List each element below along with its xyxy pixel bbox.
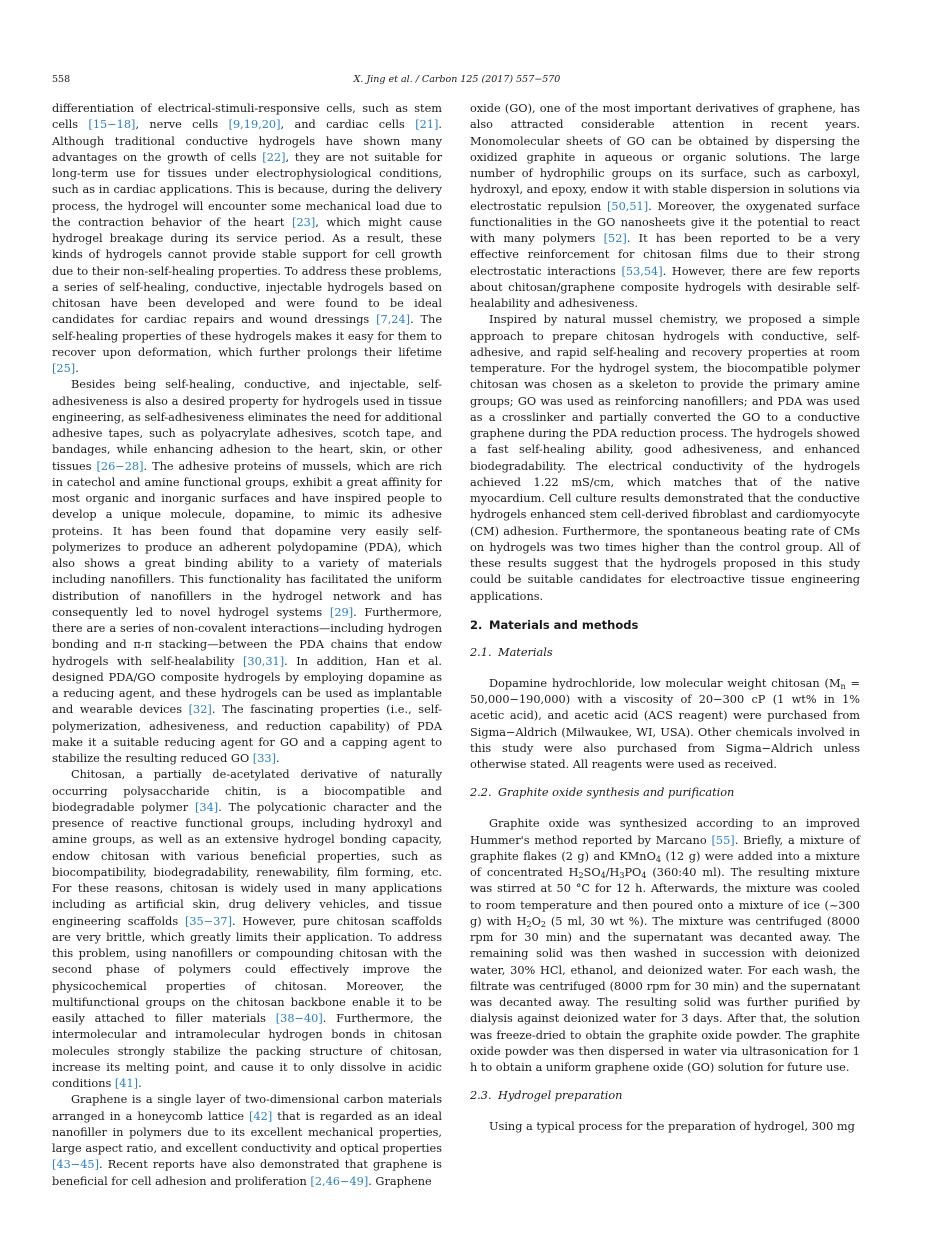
citation-link[interactable]: [50,51] xyxy=(606,199,649,213)
text-run: (5 ml, 30 wt %). The mixture was centrifuged (8000 rpm for 30 min) and the supernatant was decanted away. The remaining solid was then washed in succession with deionized water, 30% HCl, ethanol, and deionized water. For each wash, the filtrate was centrifuged (8000 rpm for 30 min) and the supernatant was decanted away. The resulting solid was further purified by dialysis against deionized water for 3 days. After that, the solution was freeze-dried to obtain the graphite oxide powder. The graphite oxide powder was then dispersed in water via ultrasonication for 1 h to obtain a uniform graphene oxide (GO) solution for future use. xyxy=(470,914,860,1074)
subsection-heading xyxy=(470,645,860,661)
subscript: 3 xyxy=(619,871,625,880)
citation-link[interactable]: [34] xyxy=(194,800,219,814)
citation-link[interactable]: [29] xyxy=(329,605,354,619)
text-run: . Furthermore, there are a series of non-covalent interactions—including hydrogen bonding and π-π stacking—between the PDA chains that endow hydrogels with self-healability xyxy=(52,605,442,668)
citation-link[interactable]: [35−37] xyxy=(184,914,232,928)
text-run: . xyxy=(138,1077,142,1090)
citation-link[interactable]: [21] xyxy=(415,118,439,132)
text-run: SO xyxy=(583,866,601,879)
citation-link[interactable]: [15−18] xyxy=(88,118,136,132)
paragraph xyxy=(470,816,860,1076)
subscript: 4 xyxy=(641,871,647,880)
citation-link[interactable]: [25] xyxy=(52,362,76,375)
subscript: 4 xyxy=(655,854,661,864)
citation-link[interactable]: [38−40] xyxy=(275,1012,323,1025)
subscript: n xyxy=(840,681,846,691)
page-number: 558 xyxy=(52,74,71,85)
citation-link[interactable]: [23] xyxy=(292,215,316,229)
text-run: . The self-healing properties of these hydrogels makes it easy for them to recover upon deformation, which further prolongs their lifetime xyxy=(52,313,443,359)
subsection-title: Graphite oxide synthesis and purification xyxy=(498,786,735,800)
citation-link[interactable]: [32] xyxy=(188,703,212,717)
right-column xyxy=(470,101,860,1136)
citation-link[interactable]: [33] xyxy=(252,752,276,765)
paragraph xyxy=(52,767,442,1092)
text-run: , which might cause hydrogel breakage during its service period. As a result, these kinds of hydrogels cannot provide stable support for cell growth due to their non-self-healing properties. To address these problems, a series of self-healing, conductive, injectable hydrogels based on chitosan have been developed and were found to be ideal candidates for cardiac repairs and wound dressings xyxy=(52,215,442,327)
citation-link[interactable]: [2,46−49] xyxy=(310,1174,369,1188)
text-run: . However, pure chitosan scaffolds are very brittle, which greatly limits their application. To address this problem, using nanofillers or compounding chitosan with the second phase of polymers could effectively improve the physicochemical properties of chitosan. Moreover, the multifunctional groups on the chitosan backbone enable it to be easily attached to filler materials xyxy=(52,914,442,1025)
text-run: . The fascinating properties (i.e., self-polymerization, adhesiveness, and reduction capability) of PDA make it a suitable reducing agent for GO and a capping agent to stabilize the resulting reduced GO xyxy=(52,703,442,765)
text-run: = 50,000−190,000) with a viscosity of 20−300 cP (1 wt% in 1% acetic acid), and acetic acid (ACS reagent) were purchased from Sigma−Aldrich (Milwaukee, WI, USA). Other chemicals involved in this study were also purchased from Sigma−Aldrich unless otherwise stated. All reagents were used as received. xyxy=(470,676,860,771)
text-run: . Briefly, a mixture of graphite flakes (2 g) and KMnO xyxy=(470,833,861,863)
text-run: differentiation of electrical-stimuli-responsive cells, such as stem cells xyxy=(52,102,442,132)
subsection-heading xyxy=(470,1088,860,1104)
subsection-number: 2.2. xyxy=(470,786,492,800)
citation-link[interactable]: [22] xyxy=(262,150,286,164)
citation-link[interactable]: [7,24] xyxy=(376,313,411,327)
subscript: 2 xyxy=(540,919,546,929)
text-run: . In addition, Han et al. designed PDA/GO composite hydrogels by employing dopamine as a reducing agent, and these hydrogels can be used as implantable and wearable devices xyxy=(52,654,442,717)
citation-link[interactable]: [55] xyxy=(711,833,735,847)
paragraph xyxy=(470,312,860,605)
citation-link[interactable]: [43−45] xyxy=(52,1158,100,1172)
text-run: Besides being self-healing, conductive, and injectable, self-adhesiveness is also a desired property for hydrogels used in tissue engineering, as self-adhesiveness eliminates the need for additional adhesive tapes, such as polyacrylate adhesives, scotch tape, and bandages, while enhancing adhesion to the heart, skin, or other tissues xyxy=(52,378,442,473)
section-number: 2. xyxy=(470,617,483,632)
subscript: 4 xyxy=(600,871,606,880)
journal-citation: X. Jing et al. / Carbon 125 (2017) 557−570 xyxy=(353,74,561,85)
subsection-title: Materials xyxy=(498,645,553,659)
citation-link[interactable]: [42] xyxy=(249,1109,273,1123)
paragraph xyxy=(52,1092,442,1190)
paragraph xyxy=(52,377,442,767)
text-run: Dopamine hydrochloride, low molecular weight chitosan (M xyxy=(489,676,841,690)
text-run: Graphite oxide was synthesized according to an improved Hummer's method reported by Marcano xyxy=(470,817,860,847)
paragraph xyxy=(470,676,860,774)
running-header xyxy=(52,73,862,87)
text-run: , they are not suitable for long-term use for tissues under electrophysiological conditions, such as in cardiac applications. This is because, during the delivery process, the hydrogel will encounter some mechanical load due to the contraction behavior of the heart xyxy=(52,150,442,229)
text-run: . Moreover, the oxygenated surface functionalities in the GO nanosheets give it the potential to react with many polymers xyxy=(470,199,860,245)
text-run: O xyxy=(531,914,541,928)
text-run: (12 g) were added into a mixture of concentrated H xyxy=(470,849,860,879)
citation-link[interactable]: [26−28] xyxy=(96,459,144,473)
text-run: . xyxy=(276,752,280,765)
section-heading xyxy=(470,617,860,633)
text-run: . The adhesive proteins of mussels, which are rich in catechol and amine functional groups, exhibit a great affinity for most organic and inorganic surfaces and have inspired people to develop a unique molecule, dopamine, to mimic its adhesive proteins. It has been found that dopamine very easily self-polymerizes to produce an adherent polydopamine (PDA), which also shows a great binding ability to a variety of materials including nanofillers. This functionality has facilitated the uniform distribution of nanofillers in the hydrogel network and has consequently led to novel hydrogel systems xyxy=(52,459,442,619)
text-run: . The polycationic character and the presence of reactive functional groups, including hydroxyl and amine groups, as well as an extensive hydrogel bonding capacity, endow chitosan with various beneficial properties, such as biocompatibility, biodegradability, renewability, film forming, etc. For these reasons, chitosan is widely used in many applications including as artificial skin, drug delivery vehicles, and tissue engineering scaffolds xyxy=(52,800,442,928)
text-run: . Recent reports have also demonstrated that graphene is beneficial for cell adhesion and proliferation xyxy=(52,1158,442,1188)
citation-link[interactable]: [41] xyxy=(114,1077,139,1090)
citation-link[interactable]: [30,31] xyxy=(242,654,285,668)
text-run: . However, there are few reports about chitosan/graphene composite hydrogels with desirable self-healability and adhesiveness. xyxy=(470,264,861,310)
text-run: Inspired by natural mussel chemistry, we proposed a simple approach to prepare chitosan hydrogels with conductive, self-adhesive, and rapid self-healing and recovery properties at room temperature. For the hydrogel system, the biocompatible polymer chitosan was chosen as a skeleton to provide the primary amine groups; GO was used as reinforcing nanofillers; and PDA was used as a crosslinker and partially converted the GO to a conductive graphene during the PDA reduction process. The hydrogels showed a fast self-healing ability, good adhesiveness, and enhanced biodegradability. The electrical conductivity of the hydrogels achieved 1.22 mS/cm, which matches that of the native myocardium. Cell culture results demonstrated that the conductive hydrogels enhanced stem cell-derived fibroblast and cardiomyocyte (CM) adhesion. Furthermore, the spontaneous beating rate of CMs on hydrogels was two times higher than the control group. All of these results suggest that the hydrogels proposed in this study could be suitable candidates for electroactive tissue engineering applications. xyxy=(470,313,860,603)
text-run: , nerve cells xyxy=(135,118,229,132)
citation-link[interactable]: [52] xyxy=(603,232,627,245)
subsection-title: Hydrogel preparation xyxy=(498,1089,623,1103)
left-column xyxy=(52,101,442,1190)
text-run: . It has been reported to be a very effective reinforcement for chitosan films due to their strong electrostatic interactions xyxy=(470,232,860,278)
paragraph xyxy=(52,101,442,377)
text-run: Using a typical process for the preparation of hydrogel, 300 mg xyxy=(489,1120,855,1134)
text-run: Chitosan, a partially de-acetylated derivative of naturally occurring polysaccharide chitin, is a biocompatible and biodegradable polymer xyxy=(52,768,442,814)
text-run: . Although traditional conductive hydrogels have shown many advantages on the growth of cells xyxy=(52,118,442,164)
text-run: , and cardiac cells xyxy=(280,118,416,132)
subsection-heading xyxy=(470,785,860,801)
subsection-number: 2.3. xyxy=(470,1089,492,1103)
text-run: . Graphene xyxy=(368,1174,432,1188)
subscript: 2 xyxy=(526,919,532,929)
text-run: (360:40 ml). The resulting mixture was stirred at 50 °C for 12 h. Afterwards, the mixture was cooled to room temperature and then poured onto a mixture of ice (~300 g) with H xyxy=(470,866,860,928)
text-run: oxide (GO), one of the most important derivatives of graphene, has also attracted considerable attention in recent years. Monomolecular sheets of GO can be obtained by dispersing the oxidized graphite in aqueous or organic solutions. The large number of hydrophilic groups on its surface, such as carboxyl, hydroxyl, and epoxy, endow it with stable dispersion in solutions via electrostatic repulsion xyxy=(470,102,860,213)
text-run: Graphene is a single layer of two-dimensional carbon materials arranged in a honeycomb lattice xyxy=(52,1093,442,1123)
text-run: /H xyxy=(605,866,620,879)
text-run: . Furthermore, the intermolecular and intramolecular hydrogen bonds in chitosan molecules strongly stabilize the packing structure of chitosan, increase its melting point, and cause it to only dissolve in acidic conditions xyxy=(52,1012,442,1090)
subsection-number: 2.1. xyxy=(470,645,492,659)
section-title: Materials and methods xyxy=(489,617,639,632)
text-run: PO xyxy=(624,866,642,879)
citation-link[interactable]: [9,19,20] xyxy=(228,118,281,132)
citation-link[interactable]: [53,54] xyxy=(621,264,663,278)
text-run: that is regarded as an ideal nanofiller in polymers due to its excellent mechanical properties, large aspect ratio, and excellent conductivity and optical properties xyxy=(52,1109,442,1155)
paragraph xyxy=(470,1119,860,1135)
subscript: 2 xyxy=(578,871,584,880)
text-run: . xyxy=(75,362,79,375)
paragraph xyxy=(470,101,860,312)
